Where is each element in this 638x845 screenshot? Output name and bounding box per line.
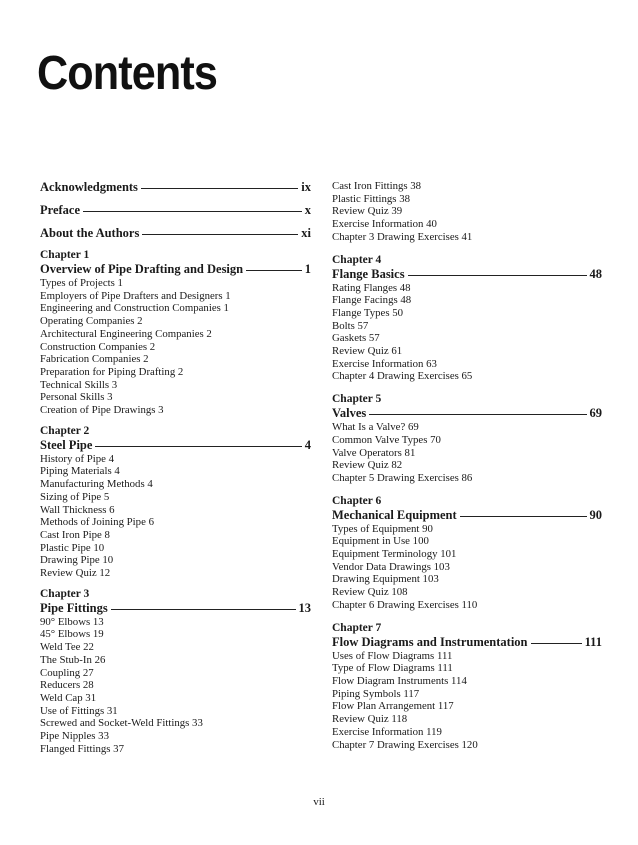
dot-leader — [246, 270, 302, 271]
toc-subentry[interactable]: Types of Equipment 90 — [332, 522, 433, 535]
dot-leader — [460, 516, 587, 517]
toc-subentry[interactable]: Coupling 27 — [40, 666, 94, 679]
toc-subentry[interactable]: Plastic Pipe 10 — [40, 541, 105, 554]
dot-leader — [408, 275, 587, 276]
toc-subentry[interactable]: Rating Flanges 48 — [332, 281, 411, 294]
chapter-page: 90 — [589, 507, 602, 522]
toc-subentry[interactable]: Personal Skills 3 — [40, 391, 113, 404]
chapter-title: Mechanical Equipment — [332, 507, 457, 522]
entry-page: ix — [301, 180, 311, 194]
toc-subentry[interactable]: Chapter 5 Drawing Exercises 86 — [332, 471, 473, 484]
chapter-label: Chapter 4 — [332, 253, 382, 266]
toc-subentry[interactable]: Flow Plan Arrangement 117 — [332, 700, 454, 713]
chapter-title-entry[interactable] — [332, 635, 602, 650]
toc-entry-preface[interactable] — [40, 203, 311, 218]
chapter-page: 48 — [589, 266, 602, 281]
toc-subentry[interactable]: Operating Companies 2 — [40, 315, 143, 328]
toc-left-column — [40, 180, 311, 764]
toc-subentry[interactable]: Pipe Nipples 33 — [40, 730, 109, 743]
toc-subentry[interactable]: Bolts 57 — [332, 319, 369, 332]
chapter-page: 1 — [304, 262, 311, 276]
chapter-label: Chapter 1 — [40, 249, 90, 261]
dot-leader — [142, 234, 298, 235]
chapter-2-section — [40, 425, 311, 580]
section-entries — [332, 421, 602, 485]
toc-subentry[interactable]: 90° Elbows 13 — [40, 615, 104, 628]
chapter-7-section — [332, 622, 602, 752]
toc-subentry[interactable]: Weld Cap 31 — [40, 691, 97, 704]
chapter-6-section — [332, 495, 602, 612]
toc-subentry[interactable]: Gaskets 57 — [332, 332, 380, 345]
chapter-page: 4 — [304, 437, 311, 452]
toc-subentry[interactable]: Screwed and Socket-Weld Fittings 33 — [40, 717, 203, 730]
section-entries — [332, 180, 602, 244]
dot-leader — [531, 643, 582, 644]
page-number: vii — [313, 796, 325, 808]
chapter-3-continued — [332, 180, 602, 244]
chapter-label: Chapter 2 — [40, 424, 90, 437]
section-entries — [332, 650, 602, 752]
toc-subentry[interactable]: Type of Flow Diagrams 111 — [332, 662, 453, 675]
toc-subentry[interactable]: History of Pipe 4 — [40, 452, 115, 465]
toc-subentry[interactable]: Review Quiz 39 — [332, 205, 403, 218]
entry-page: x — [304, 203, 311, 217]
chapter-title: Flange Basics — [332, 266, 405, 281]
chapter-label: Chapter 6 — [332, 494, 382, 507]
toc-subentry[interactable]: Architectural Engineering Companies 2 — [40, 327, 212, 340]
toc-subentry[interactable]: What Is a Valve? 69 — [332, 421, 419, 434]
toc-subentry[interactable]: Flange Facings 48 — [332, 294, 412, 307]
toc-entry-acknowledgments[interactable] — [40, 180, 311, 195]
chapter-title-entry[interactable] — [332, 406, 602, 421]
toc-subentry[interactable]: Methods of Joining Pipe 6 — [40, 516, 154, 529]
chapter-title-entry[interactable] — [40, 262, 311, 277]
toc-subentry[interactable]: Flow Diagram Instruments 114 — [332, 674, 467, 687]
toc-subentry[interactable]: The Stub-In 26 — [40, 653, 106, 666]
toc-subentry[interactable]: Equipment in Use 100 — [332, 535, 429, 548]
toc-subentry[interactable]: Wall Thickness 6 — [40, 503, 115, 516]
chapter-label: Chapter 3 — [40, 587, 90, 600]
toc-subentry[interactable]: Types of Projects 1 — [40, 277, 123, 289]
toc-subentry[interactable]: Piping Materials 4 — [40, 465, 120, 478]
entry-title: About the Authors — [40, 226, 140, 240]
chapter-4-section — [332, 254, 602, 384]
entry-title: Preface — [40, 203, 81, 217]
front-matter — [40, 180, 311, 241]
toc-subentry[interactable]: Employers of Pipe Drafters and Designers 1 — [40, 289, 231, 302]
chapter-title-entry[interactable] — [332, 267, 602, 282]
chapter-title: Flow Diagrams and Instrumentation — [332, 634, 528, 649]
chapter-page: 13 — [298, 600, 311, 615]
toc-subentry[interactable]: Sizing of Pipe 5 — [40, 490, 110, 503]
entry-page: xi — [301, 226, 311, 240]
toc-subentry[interactable]: Flange Types 50 — [332, 306, 404, 319]
chapter-5-section — [332, 393, 602, 485]
toc-subentry[interactable]: Manufacturing Methods 4 — [40, 478, 153, 491]
toc-subentry[interactable]: Construction Companies 2 — [40, 340, 156, 353]
chapter-title: Valves — [332, 406, 367, 421]
toc-subentry[interactable]: Review Quiz 82 — [332, 459, 403, 472]
toc-subentry[interactable]: Chapter 4 Drawing Exercises 65 — [332, 370, 473, 383]
toc-subentry[interactable]: Weld Tee 22 — [40, 641, 94, 654]
toc-subentry[interactable]: Engineering and Construction Companies 1 — [40, 302, 229, 315]
toc-subentry[interactable]: Chapter 6 Drawing Exercises 110 — [332, 598, 478, 611]
toc-subentry[interactable]: Flanged Fittings 37 — [40, 742, 124, 755]
toc-subentry[interactable]: Drawing Pipe 10 — [40, 554, 114, 567]
toc-subentry[interactable]: Drawing Equipment 103 — [332, 573, 439, 586]
chapter-title-entry[interactable] — [40, 601, 311, 616]
section-entries — [40, 616, 311, 756]
chapter-title-entry[interactable] — [332, 508, 602, 523]
toc-subentry[interactable]: Equipment Terminology 101 — [332, 548, 457, 561]
chapter-title: Pipe Fittings — [40, 600, 108, 615]
toc-subentry[interactable]: 45° Elbows 19 — [40, 628, 104, 641]
toc-subentry[interactable]: Fabrication Companies 2 — [40, 353, 149, 366]
toc-subentry[interactable]: Plastic Fittings 38 — [332, 192, 410, 205]
toc-subentry[interactable]: Chapter 7 Drawing Exercises 120 — [332, 738, 478, 751]
chapter-title: Steel Pipe — [40, 437, 93, 452]
toc-subentry[interactable]: Vendor Data Drawings 103 — [332, 560, 450, 573]
chapter-label: Chapter 7 — [332, 621, 382, 634]
page-title: Contents — [37, 47, 217, 100]
chapter-title: Overview of Pipe Drafting and Design — [40, 262, 244, 276]
dot-leader — [95, 446, 301, 447]
toc-subentry[interactable]: Exercise Information 119 — [332, 725, 442, 738]
toc-subentry[interactable]: Preparation for Piping Drafting 2 — [40, 365, 184, 378]
toc-subentry[interactable]: Technical Skills 3 — [40, 378, 118, 391]
chapter-3-section — [40, 588, 311, 756]
chapter-page: 69 — [589, 406, 602, 421]
section-entries — [332, 282, 602, 384]
toc-subentry[interactable]: Valve Operators 81 — [332, 446, 416, 459]
dot-leader — [111, 609, 296, 610]
toc-subentry[interactable]: Piping Symbols 117 — [332, 687, 420, 700]
toc-entry-about-authors[interactable] — [40, 226, 311, 241]
dot-leader — [141, 188, 298, 189]
toc-subentry[interactable]: Review Quiz 118 — [332, 713, 408, 726]
dot-leader — [369, 414, 586, 415]
toc-subentry[interactable]: Common Valve Types 70 — [332, 433, 441, 446]
toc-subentry[interactable]: Review Quiz 12 — [40, 567, 111, 580]
toc-subentry[interactable]: Cast Iron Pipe 8 — [40, 528, 110, 541]
section-entries — [332, 523, 602, 612]
toc-right-column — [332, 180, 602, 761]
toc-subentry[interactable]: Use of Fittings 31 — [40, 704, 118, 717]
entry-title: Acknowledgments — [40, 180, 138, 194]
toc-subentry[interactable]: Reducers 28 — [40, 679, 94, 692]
section-entries — [40, 277, 311, 417]
dot-leader — [83, 211, 302, 212]
toc-subentry[interactable]: Uses of Flow Diagrams 111 — [332, 649, 453, 662]
chapter-title-entry[interactable] — [40, 438, 311, 453]
toc-subentry[interactable]: Cast Iron Fittings 38 — [332, 180, 422, 192]
toc-subentry[interactable]: Creation of Pipe Drawings 3 — [40, 404, 164, 417]
toc-subentry[interactable]: Chapter 3 Drawing Exercises 41 — [332, 230, 473, 243]
chapter-page: 111 — [584, 634, 602, 649]
chapter-1-section — [40, 249, 311, 417]
chapter-label: Chapter 5 — [332, 393, 382, 406]
toc-subentry[interactable]: Review Quiz 61 — [332, 345, 403, 358]
toc-subentry[interactable]: Review Quiz 108 — [332, 586, 408, 599]
toc-subentry[interactable]: Exercise Information 63 — [332, 357, 437, 370]
toc-subentry[interactable]: Exercise Information 40 — [332, 218, 437, 231]
section-entries — [40, 453, 311, 580]
